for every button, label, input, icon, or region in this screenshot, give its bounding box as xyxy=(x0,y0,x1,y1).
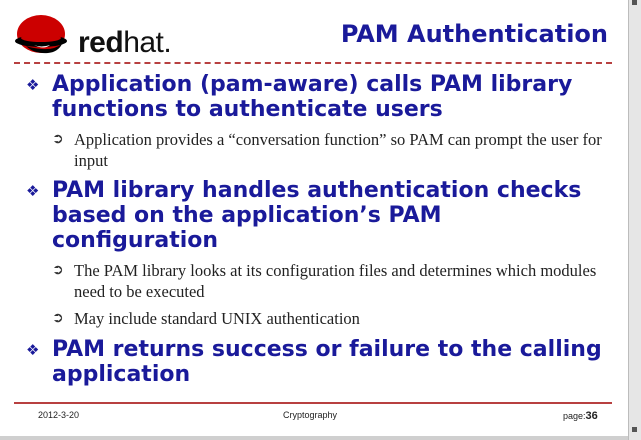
vertical-scrollbar[interactable] xyxy=(628,0,641,440)
footer-date: 2012-3-20 xyxy=(38,410,80,420)
bullet-3 xyxy=(24,337,614,387)
brand-hat: hat. xyxy=(123,26,172,59)
bullet-1 xyxy=(24,72,614,122)
footer-subject: Cryptography xyxy=(283,410,338,420)
slide-content xyxy=(24,70,614,387)
bullet-2-sub-1 xyxy=(24,260,614,302)
diamond-bullet-icon: ❖ xyxy=(26,76,40,94)
arrow-bullet-icon: ➲ xyxy=(52,311,64,326)
arrow-bullet-icon: ➲ xyxy=(52,263,64,278)
header-divider xyxy=(14,62,612,64)
scroll-up-icon[interactable] xyxy=(632,0,637,5)
brand-wordmark xyxy=(78,26,171,60)
bullet-1-sub-1 xyxy=(24,129,614,171)
bullet-3-text: PAM returns success or failure to the calling application xyxy=(52,337,602,387)
bullet-2-sub-2-text: May include standard UNIX authentication xyxy=(74,309,360,328)
footer-divider xyxy=(14,402,612,404)
arrow-bullet-icon: ➲ xyxy=(52,132,64,147)
diamond-bullet-icon: ❖ xyxy=(26,182,40,200)
redhat-logo xyxy=(14,14,174,58)
bullet-1-text: Application (pam-aware) calls PAM library functions to authenticate users xyxy=(52,72,573,122)
bullet-2-sub-1-text: The PAM library looks at its configuration files and determines which modules need to be executed xyxy=(74,261,597,301)
diamond-bullet-icon: ❖ xyxy=(26,341,40,359)
slide-title: PAM Authentication xyxy=(340,20,608,48)
shadowman-icon xyxy=(14,14,74,58)
scroll-down-icon[interactable] xyxy=(632,427,637,432)
brand-red: red xyxy=(78,26,124,59)
page-label: page: xyxy=(563,411,586,421)
bullet-2 xyxy=(24,178,614,253)
footer-page xyxy=(563,410,598,422)
bullet-2-text: PAM library handles authentication checks based on the application’s PAM configuration xyxy=(52,178,582,253)
bullet-2-sub-2 xyxy=(24,308,614,329)
page-number: 36 xyxy=(585,410,598,422)
bullet-1-sub-1-text: Application provides a “conversation function” so PAM can prompt the user for input xyxy=(74,130,602,170)
horizontal-scrollbar[interactable] xyxy=(0,436,628,440)
